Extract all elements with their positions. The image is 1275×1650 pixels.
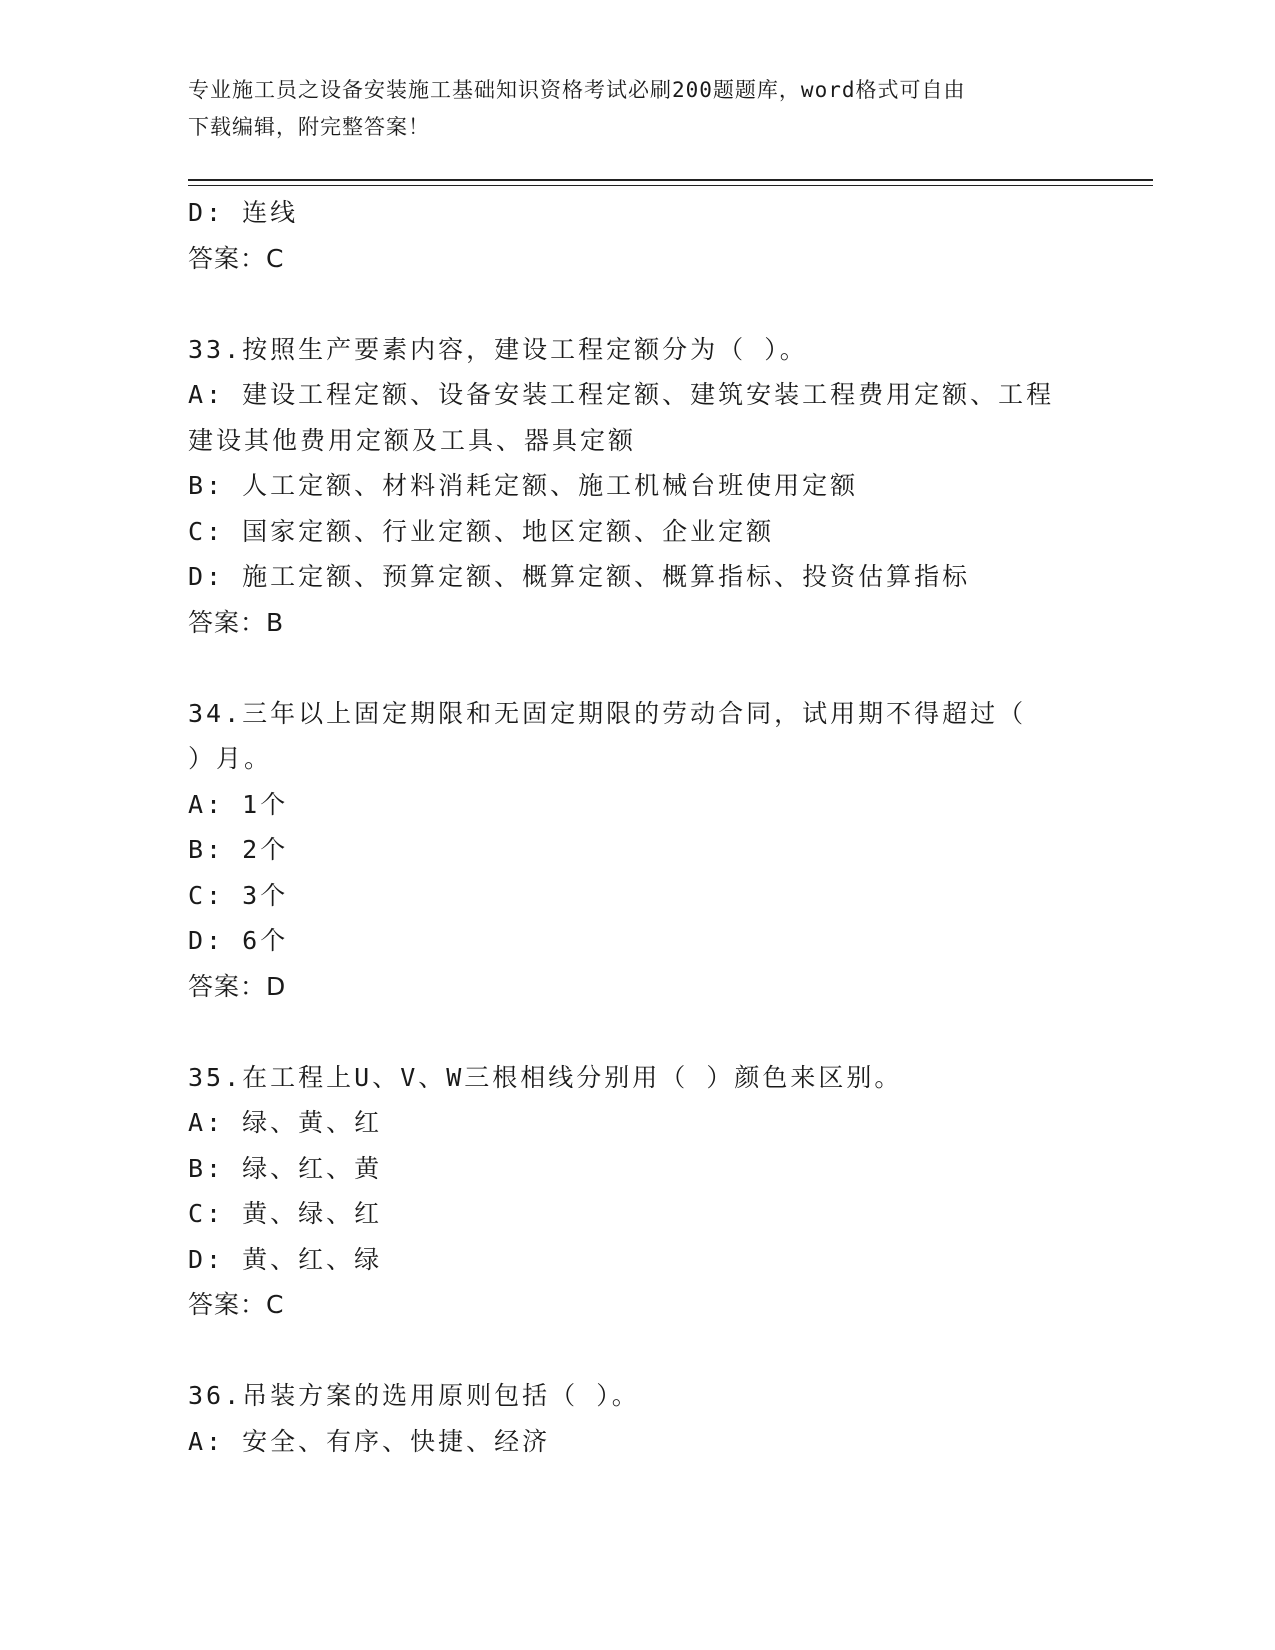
- option-a-continued: 建设其他费用定额及工具、器具定额: [188, 425, 637, 455]
- option-d: D: 黄、红、绿: [188, 1244, 383, 1274]
- option-d: D: 6个: [188, 926, 289, 955]
- option-a: A: 1个: [188, 789, 289, 819]
- option-d: D: 施工定额、预算定额、概算定额、概算指标、投资估算指标: [188, 562, 971, 591]
- option-a: A: 绿、黄、红: [188, 1108, 383, 1137]
- option-a: A: 安全、有序、快捷、经济: [188, 1426, 551, 1456]
- header-line-2: 下载编辑，附完整答案！: [188, 115, 430, 139]
- answer-line: 答案：C: [188, 243, 285, 273]
- spacer: [188, 281, 1118, 327]
- document-header: [188, 72, 1088, 146]
- option-c: C: 黄、绿、红: [188, 1199, 383, 1228]
- option-b: B: 2个: [188, 835, 289, 864]
- option-b: B: 绿、红、黄: [188, 1153, 383, 1183]
- option-d: D: 连线: [188, 198, 299, 227]
- answer-line: 答案：D: [188, 971, 287, 1001]
- spacer: [188, 645, 1118, 691]
- option-c: C: 3个: [188, 880, 289, 910]
- question-list: [188, 190, 1118, 1464]
- question-stem-continued: ）月。: [188, 744, 273, 773]
- question-stem: 36.吊装方案的选用原则包括（ ）。: [188, 1381, 640, 1410]
- option-a: A: 建设工程定额、设备安装工程定额、建筑安装工程费用定额、工程: [188, 380, 1055, 409]
- header-divider-thick: [188, 179, 1153, 181]
- question-block-33: [188, 327, 1118, 646]
- answer-line: 答案：B: [188, 607, 285, 637]
- option-b: B: 人工定额、材料消耗定额、施工机械台班使用定额: [188, 471, 859, 500]
- question-stem: 34.三年以上固定期限和无固定期限的劳动合同，试用期不得超过（: [188, 698, 1027, 728]
- question-stem: 35.在工程上U、V、W三根相线分别用（ ）颜色来区别。: [188, 1062, 903, 1092]
- header-divider-thin: [188, 185, 1153, 186]
- spacer: [188, 1009, 1118, 1055]
- question-block-prev: [188, 190, 1118, 281]
- question-block-36: [188, 1373, 1118, 1464]
- header-line-1: 专业施工员之设备安装施工基础知识资格考试必刷200题题库，word格式可自由: [188, 78, 966, 102]
- question-block-35: [188, 1055, 1118, 1328]
- option-c: C: 国家定额、行业定额、地区定额、企业定额: [188, 516, 775, 546]
- spacer: [188, 1328, 1118, 1374]
- answer-line: 答案：C: [188, 1290, 285, 1319]
- question-block-34: [188, 691, 1118, 1010]
- question-stem: 33.按照生产要素内容，建设工程定额分为（ ）。: [188, 334, 808, 364]
